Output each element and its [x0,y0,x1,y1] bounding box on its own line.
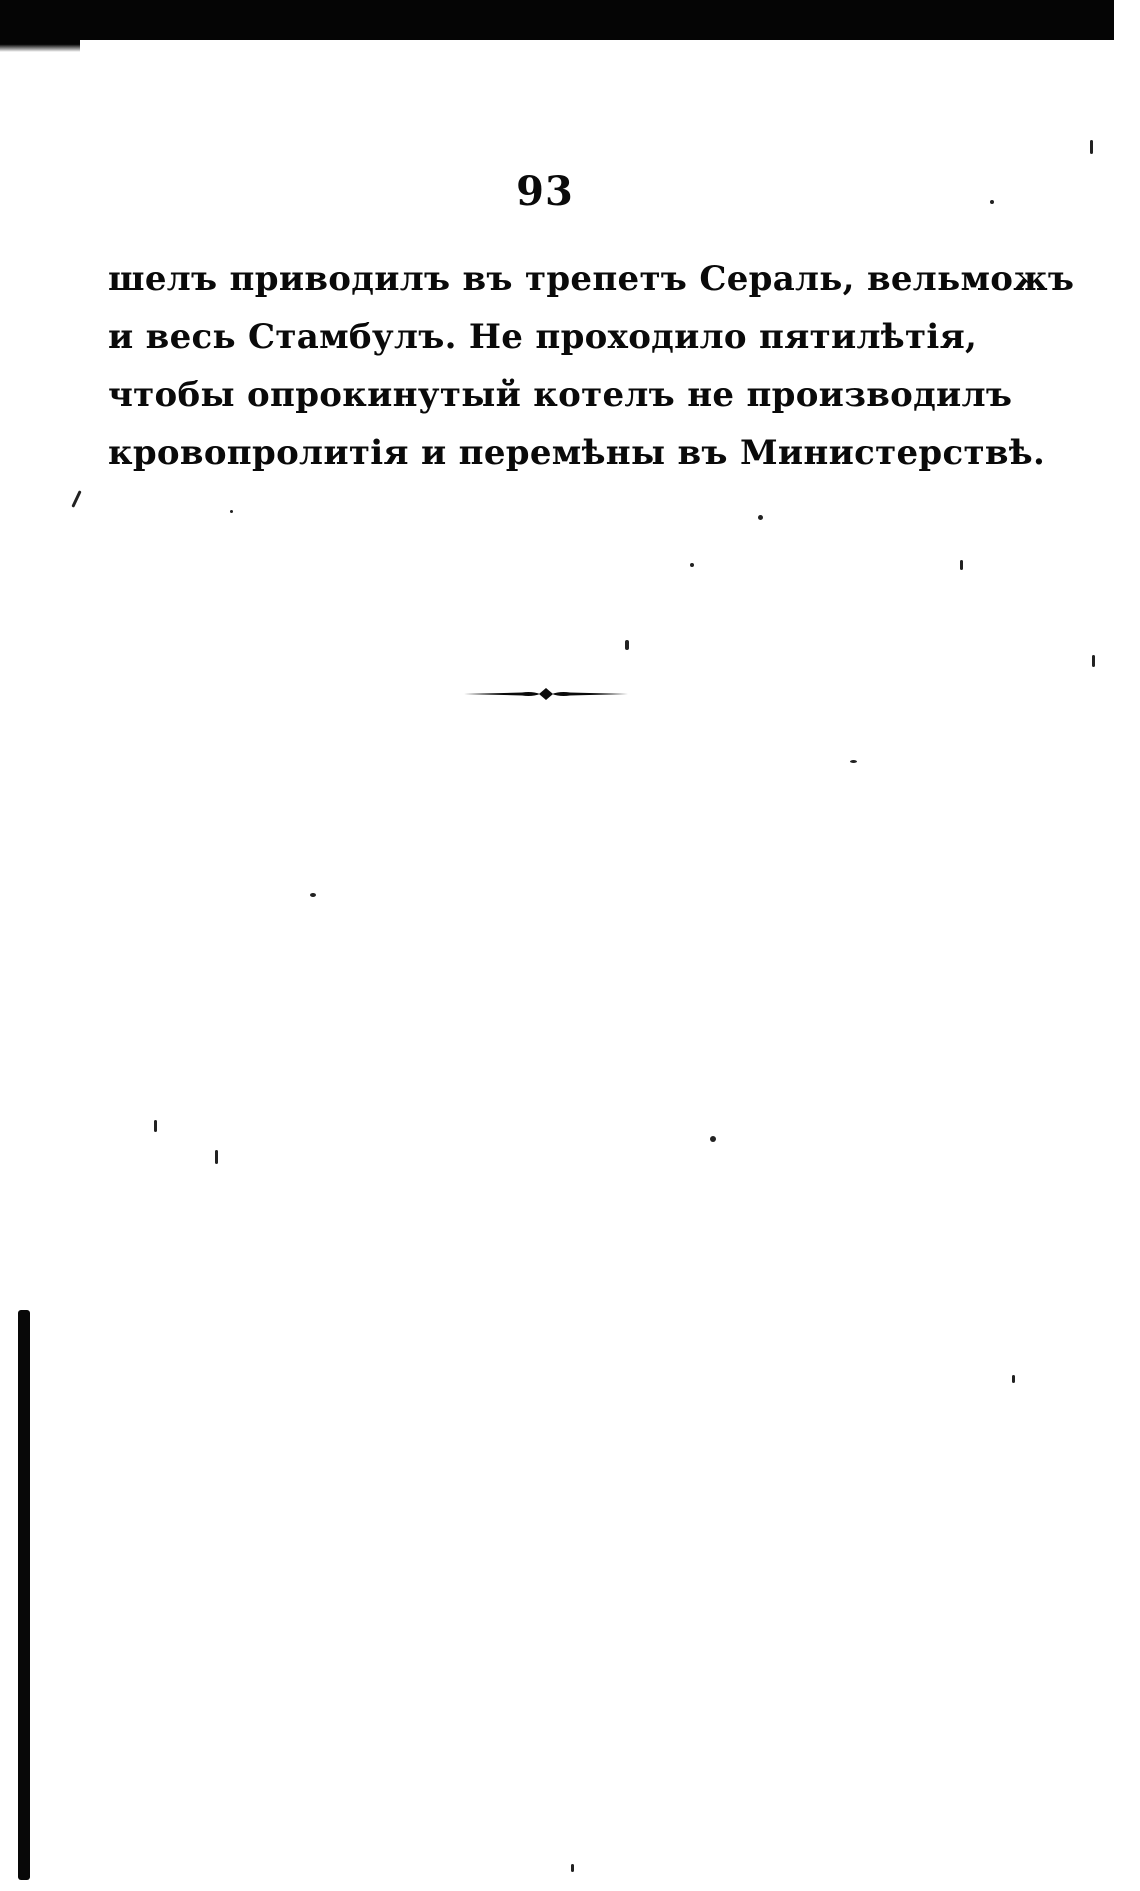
scan-speck [960,560,963,570]
scan-speck [625,640,629,650]
scan-speck [990,200,994,204]
scan-speck [571,1864,574,1872]
text-line-1: шелъ приводилъ въ трепетъ Сераль, вельможъ [108,259,1075,299]
scan-speck [690,563,694,567]
scan-top-edge [0,0,1114,40]
ornament-diamond [539,688,553,700]
scan-speck [215,1150,218,1164]
scan-speck [850,760,857,763]
scan-speck [758,515,763,520]
scan-speck [230,510,233,513]
page-number: 93 [516,168,574,215]
text-line-2: и весь Стамбулъ. Не проходило пятилѣтія, [108,317,978,357]
scan-speck [710,1136,716,1142]
scan-speck [71,490,81,508]
text-line-3: чтобы опрокинутый котелъ не производилъ [108,375,1013,415]
text-line-4: кровопролитія и перемѣны въ Министерствѣ. [108,433,1046,473]
body-text [108,250,1075,482]
end-ornament [462,686,630,702]
scan-speck [154,1120,157,1132]
scan-top-edge-fray [0,38,80,52]
ornament-rule [464,692,540,696]
scan-speck [310,893,316,897]
scan-left-edge [18,1310,30,1880]
scan-speck [1092,655,1095,667]
scan-speck [1090,140,1093,154]
scan-speck [1012,1375,1015,1383]
ornament-rule [552,692,628,696]
